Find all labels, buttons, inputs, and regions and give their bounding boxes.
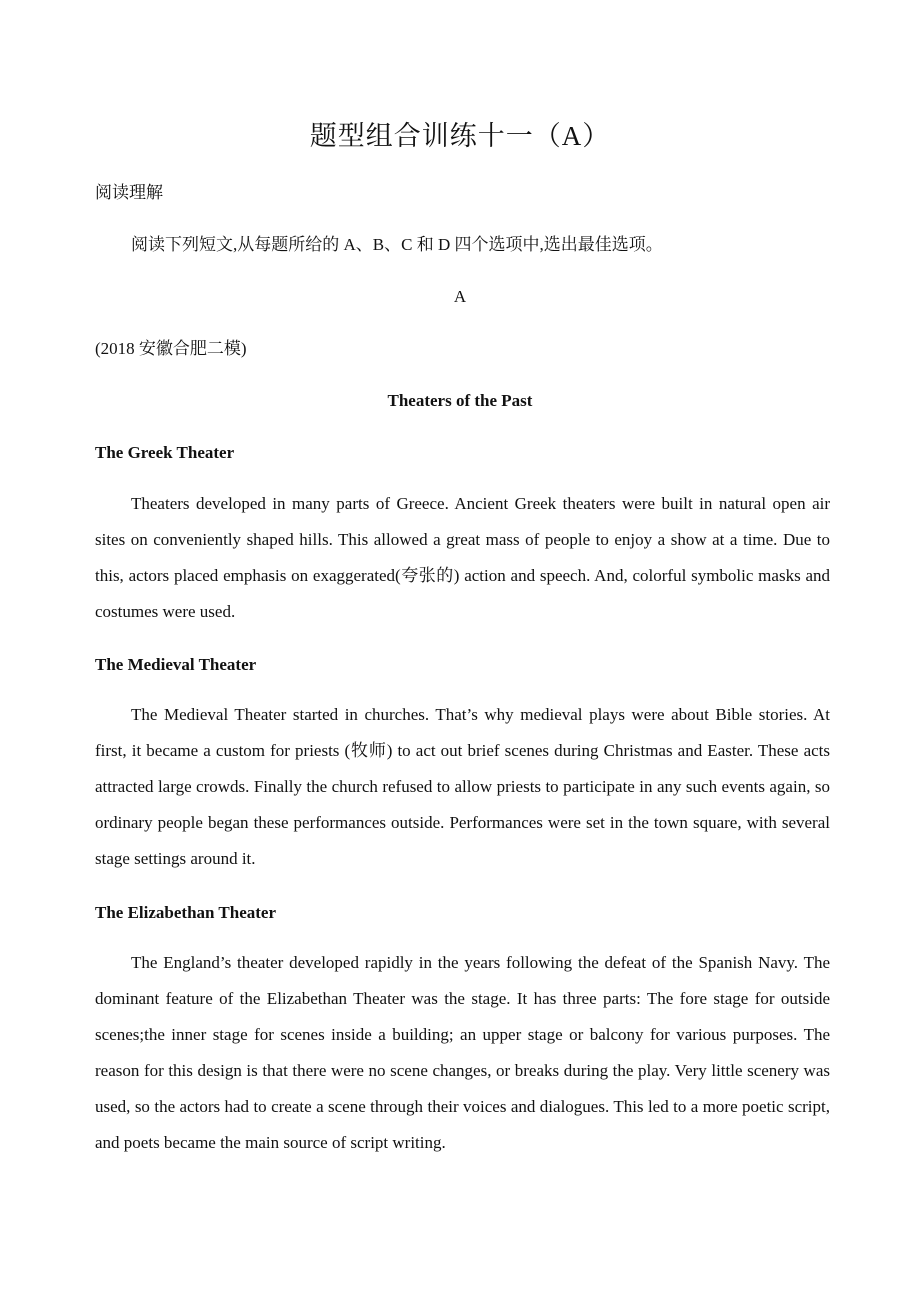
document-title: 题型组合训练十一（A） bbox=[309, 121, 611, 151]
passage-source: (2018 安徽合肥二模) bbox=[95, 339, 247, 358]
passage-letter: A bbox=[453, 287, 467, 306]
instruction-text: 阅读下列短文,从每题所给的 A、B、C 和 D 四个选项中,选出最佳选项。 bbox=[131, 235, 663, 254]
passage-title: Theaters of the Past bbox=[387, 391, 533, 410]
paragraph-elizabethan: The England’s theater developed rapidly in the years following the defeat of the Spanish Navy. The dominant feature of the Elizabethan Theater was the stage. It has three parts: The fore stage for outside scenes;the inner stage for scenes inside a building; an upper stage or balcony for various purposes. The reason for this design is that there were no scene changes, or breaks during the play. Very little scenery was used, so the actors had to create a scene through their voices and dialogues. This led to a more poetic script, and poets became the main source of script writing. bbox=[95, 953, 830, 1152]
section-heading-greek: The Greek Theater bbox=[95, 443, 235, 462]
section-heading-elizabethan: The Elizabethan Theater bbox=[95, 903, 277, 922]
section-label: 阅读理解 bbox=[95, 183, 163, 202]
paragraph-greek: Theaters developed in many parts of Greece. Ancient Greek theaters were built in natural open air sites on conveniently shaped hills. This allowed a great mass of people to enjoy a show at a time. Due to this, actors placed emphasis on exaggerated(夸张的) action and speech. And, colorful symbolic masks and costumes were used. bbox=[95, 494, 830, 621]
section-heading-medieval: The Medieval Theater bbox=[95, 655, 257, 674]
paragraph-medieval: The Medieval Theater started in churches. That’s why medieval plays were about Bible stories. At first, it became a custom for priests (牧师) to act out brief scenes during Christmas and Easter. These acts attracted large crowds. Finally the church refused to allow priests to participate in any such events again, so ordinary people began these performances outside. Performances were set in the town square, with several stage settings around it. bbox=[95, 705, 830, 868]
